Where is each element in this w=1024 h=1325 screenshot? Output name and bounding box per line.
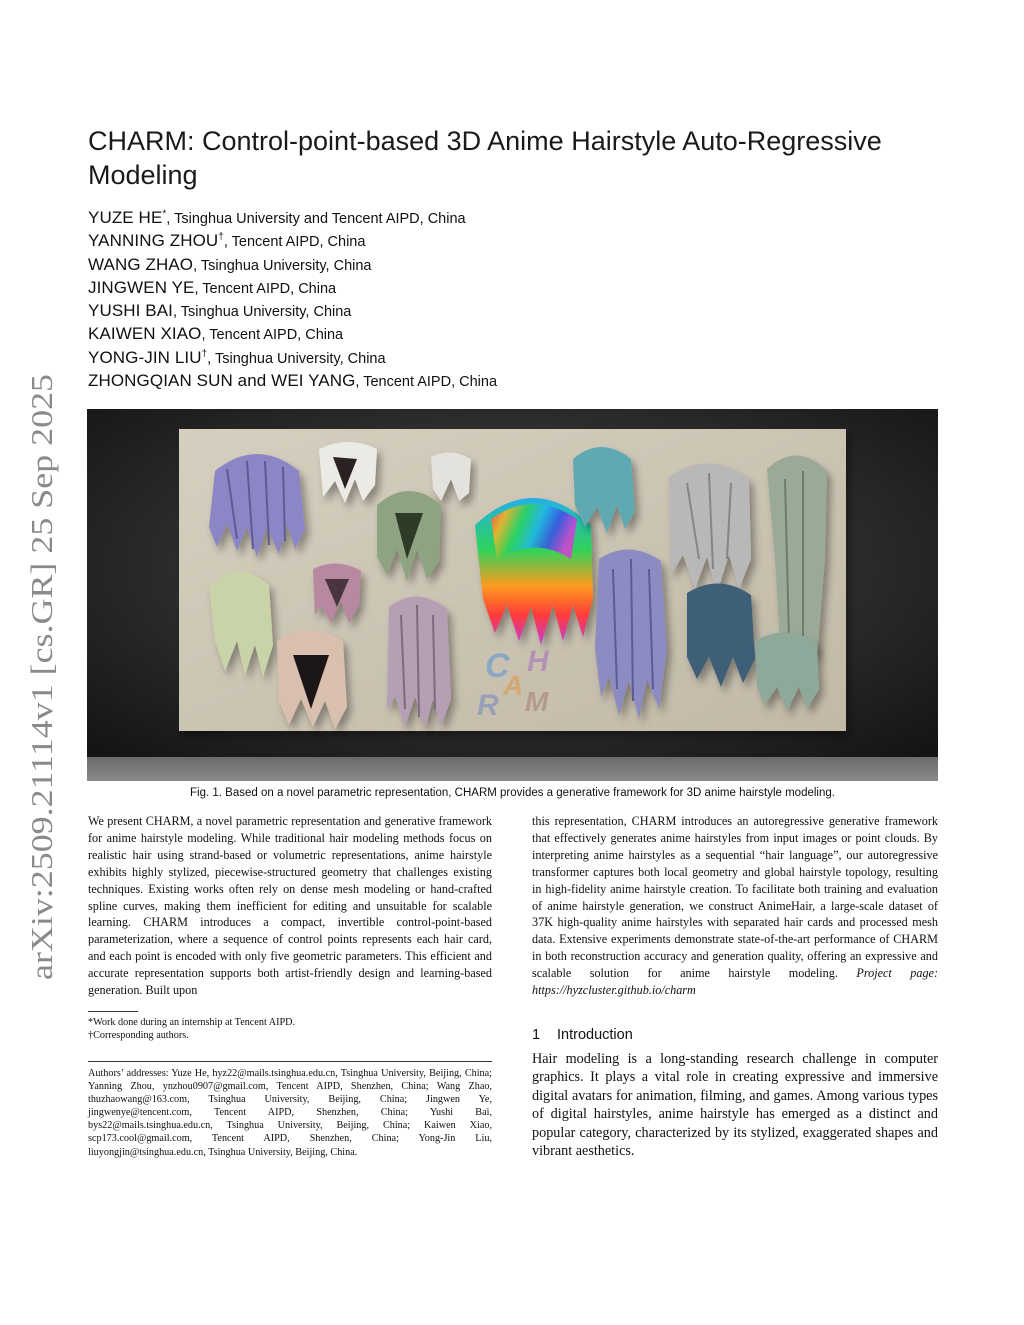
- author-affiliation: , Tencent AIPD, China: [223, 234, 366, 251]
- author-name: WANG ZHAO: [88, 254, 194, 274]
- author-addresses: Authors’ addresses: Yuze He, hyz22@mails.tsinghua.edu.cn, Tsinghua University, Beijing, China; Yanning Zhou, ynzhou0907@gmail.com, Tencent AIPD, Shenzhen, China; Wang Zhao, thuzhaowang@163.com, Tsinghua University, Beijing, China; Jingwen Ye, jingwenye@tencent.com, Tencent AIPD, Shenzhen, China; Yushi Bai, bys22@mails.tsinghua.edu.cn, Tsinghua University, Beijing, China; Kaiwen Xiao, scp173.cool@gmail.com, Tencent AIPD, Shenzhen, China; Yong-Jin Liu, liuyongjin@tsinghua.edu.cn, Tsinghua University, Beijing, China.: [88, 1068, 492, 1158]
- section-number: 1: [532, 1027, 541, 1043]
- hairstyle-teal: [573, 447, 635, 533]
- abstract-left-column: [88, 813, 492, 999]
- letter-a: A: [503, 670, 524, 701]
- author-line: [88, 229, 968, 252]
- author-affiliation: , Tsinghua University and Tencent AIPD, China: [166, 211, 466, 227]
- hairstyle-green-bob: [377, 491, 441, 581]
- author-line: [88, 346, 968, 369]
- author-affiliation: , Tencent AIPD, China: [355, 374, 498, 391]
- letter-c: C: [485, 647, 510, 685]
- footnotes: [88, 1016, 492, 1042]
- letter-r: R: [477, 689, 499, 722]
- floor: [87, 757, 938, 781]
- author-name: YUSHI BAI: [88, 301, 173, 321]
- author-name: YUZE HE: [88, 208, 163, 227]
- section-heading: [532, 1027, 633, 1043]
- author-line: [88, 322, 968, 345]
- author-mark: †: [201, 348, 208, 360]
- abstract-paragraph: We present CHARM, a novel parametric representation and generative framework for anime hairstyle modeling. While traditional hair modeling methods focus on realistic hair using strand-based or volumetric representations, anime hairstyle exhibits highly stylized, piecewise-structured geometry that challenges existing techniques. Existing works often rely on dense mesh modeling or hand-crafted spline curves, making them inefficient for editing and unsuitable for scalable learning. CHARM introduces a compact, invertible control-point-based parameterization, where a sequence of control points represents each hair card, and each point is encoded with only five geometric parameters. This efficient and accurate representation supports both artist-friendly design and learning-based generation. Built upon: [88, 814, 492, 998]
- address-rule: [88, 1061, 492, 1062]
- author-affiliation: , Tsinghua University, China: [172, 304, 352, 321]
- figure-caption: Fig. 1. Based on a novel parametric representation, CHARM provides a generative framework for 3D anime hairstyle modeling.: [190, 787, 835, 799]
- author-name: JINGWEN YE: [88, 277, 195, 297]
- author-affiliation: , Tsinghua University, China: [207, 350, 386, 367]
- footnote-internship: *Work done during an internship at Tencent AIPD.: [88, 1017, 296, 1028]
- arxiv-id: arXiv:2509.21114v1 [cs.GR] 25 Sep 2025: [24, 457, 59, 980]
- author-mark: *: [162, 208, 167, 220]
- project-page-link[interactable]: Project page: https://hyzcluster.github.io/charm: [532, 966, 939, 998]
- author-line: [88, 369, 968, 392]
- author-mark: †: [218, 231, 224, 243]
- author-name: YANNING ZHOU: [88, 231, 219, 251]
- author-affiliation: , Tsinghua University, China: [193, 257, 372, 274]
- author-name: YONG-JIN LIU: [88, 347, 202, 367]
- author-line: [88, 253, 968, 276]
- paper-title: CHARM: Control-point-based 3D Anime Hairstyle Auto-Regressive Modeling: [88, 126, 882, 190]
- footnote-rule: [88, 1011, 138, 1012]
- hairstyle-beige: [277, 630, 347, 729]
- hairstyle-mint-short: [755, 632, 819, 711]
- author-name: ZHONGQIAN SUN and WEI YANG: [88, 371, 356, 391]
- author-name: KAIWEN XIAO: [88, 324, 202, 344]
- author-affiliation: , Tencent AIPD, China: [201, 327, 344, 344]
- letter-m: M: [525, 686, 549, 717]
- letter-h: H: [527, 645, 549, 678]
- hairstyle-slate-blue: [687, 583, 755, 687]
- teaser-figure: [87, 409, 938, 781]
- author-affiliation: , Tencent AIPD, China: [194, 280, 337, 297]
- author-line: [88, 276, 968, 299]
- author-list: [88, 206, 968, 392]
- arxiv-stamp: [14, 372, 64, 982]
- introduction-paragraph: Hair modeling is a long-standing research challenge in computer graphics. It plays a vital role in creating expressive and immersive digital avatars for animation, filming, and games. Among various types of digital hairstyles, anime hairstyle has emerged as a distinct and popular category, characterized by its stylized, exaggerated shapes and vibrant aesthetics.: [532, 1051, 938, 1160]
- section-title: Introduction: [557, 1027, 633, 1043]
- footnote-corresponding: †Corresponding authors.: [88, 1030, 189, 1041]
- abstract-text: this representation, CHARM introduces an autoregressive generative framework that effectively generates anime hairstyles from input images or point clouds. By interpreting anime hairstyles as a sequential “hair language”, our autoregressive transformer captures both local geometry and global hairstyle topology, resulting in high-fidelity anime hairstyle creation. To facilitate both training and evaluation of anime hairstyle generation, we construct AnimeHair, a large-scale dataset of 37K high-quality anime hairstyles with separated hair cards and processed mesh data. Extensive experiments demonstrate state-of-the-art performance of CHARM in both reconstruction accuracy and generation quality, offering an expressive and scalable solution for anime hairstyle modeling.: [532, 814, 938, 981]
- author-line: [88, 299, 968, 322]
- abstract-paragraph-continued: [532, 813, 938, 999]
- abstract-right-column: [532, 813, 938, 999]
- author-line: [88, 206, 968, 229]
